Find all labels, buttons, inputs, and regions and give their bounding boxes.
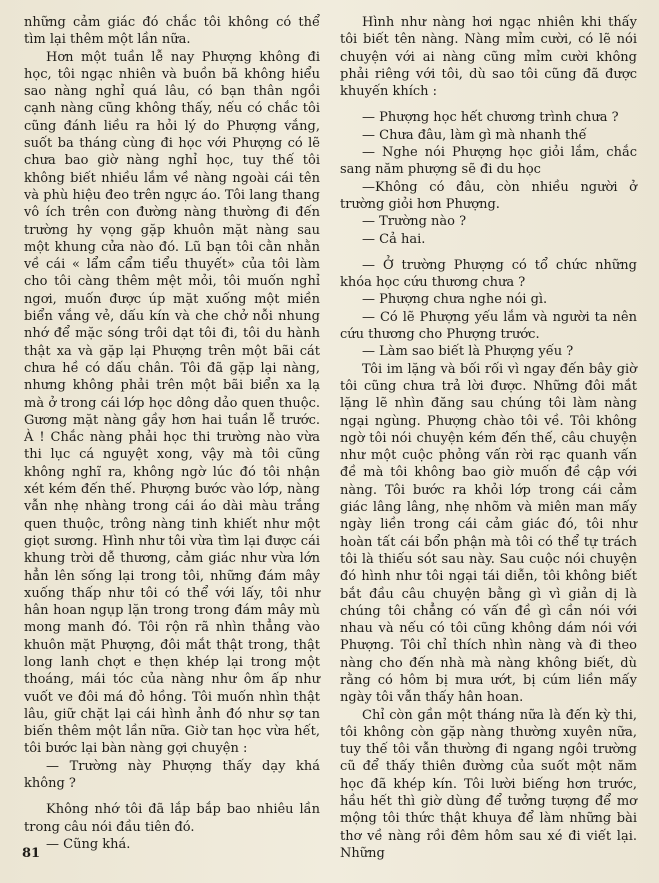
- dialogue-line: — Làm sao biết là Phượng yếu ?: [362, 344, 574, 360]
- paragraph: Hình như nàng hơi ngạc nhiên khi thấy tôi biết tên nàng. Nàng mỉm cười, có lẽ nói chuyện với ai nàng cũng mỉm cười không phải riêng với tôi, dù sao tôi cũng đã được khuyến khích :: [340, 15, 637, 100]
- dialogue-line: — Ở trường Phượng có tổ chức những khóa học cứu thương chưa ?: [340, 257, 637, 291]
- dialogue-line: — Trường nào ?: [362, 214, 467, 230]
- dialogue-line: — Cũng khá.: [46, 836, 131, 852]
- dialogue-line: — Phượng học hết chương trình chưa ?: [362, 110, 619, 126]
- dialogue-line: —Không có đâu, còn nhiều người ở trường giỏi hơn Phượng.: [340, 179, 637, 212]
- paragraph: Không nhớ tôi đã lắp bắp bao nhiêu lần trong câu nói đầu tiên đó.: [24, 802, 320, 835]
- paragraph: Chỉ còn gần một tháng nữa là đến kỳ thi, tôi không còn gặp nàng thường xuyên nữa, tuy thế tôi vẫn thường đi ngang ngôi trường cũ để thấy thiên đường của suốt một năm học đã khép kín. Tôi lười biếng hơn trước, hầu hết thì giờ dùng để tưởng tượng để mơ mộng tôi thức thật khuya để làm những bài thơ về nàng rồi đêm hôm sau xé đi viết lại. Những: [340, 707, 637, 861]
- dialogue-line: — Cả hai.: [362, 231, 426, 247]
- right-text-column: [340, 14, 637, 862]
- dialogue-line: — Phượng chưa nghe nói gì.: [362, 292, 548, 308]
- paragraph: Tôi im lặng và bối rối vì ngay đến bây giờ tôi cũng chưa trả lời được. Những đôi mắt lặng lẽ nhìn đăng sau chúng tôi làm nàng ngại ngùng. Phượng chào tôi về. Tôi không ngờ tôi nói chuyện kém đến thế, câu chuyện như một cuộc phỏng vấn rời rạc quanh vấn đề mà tôi không bao giờ muốn đề cập với nàng. Tôi bước ra khỏi lớp trong cái cảm giác lâng lâng, nhẹ nhõm và miên man mấy ngày liền trong cái cảm giác đó, tôi như hoàn tất cái bổn phận mà tôi có thể tự trách tôi là thiếu sót sau này. Sau cuộc nói chuyện đó hình như tôi ngại tái diễn, tôi không biết bắt đầu câu chuyện bằng gì vì giản dị là chúng tôi chẳng có vấn đề gì cần nói với nhau và nếu có tôi cũng không dám nói với Phượng. Tôi chỉ thích nhìn nàng và đi theo nàng cho đến nhà mà nàng không biết, dù rằng có hôm bị mưa ướt, bị cúm liền mấy ngày tôi vẫn thấy hân hoan.: [340, 361, 637, 706]
- page-number: 81: [22, 846, 41, 861]
- left-text-column: [24, 14, 320, 853]
- paragraph: Hơn một tuần lễ nay Phượng không đi học, tôi ngạc nhiên và buồn bã không hiểu sao nàng nghỉ quá lâu, có bạn thân ngồi cạnh nàng cũng không thấy, nếu có chắc tôi cũng đánh liều ra hỏi lý do Phượng vắng, suốt ba tháng cùng đi học với Phượng có lẽ chưa bao giờ nàng nghỉ học, tuy thế tôi không biết nhiều lắm về nàng ngoài cái tên và phù hiệu đeo trên ngực áo. Tôi lang thang vô ích trên con đường nàng thường đi đến trường hy vọng gặp khuôn mặt nàng sau một khung cửa nào đó. Lũ bạn tôi cằn nhằn về cái « lẩm cẩm tiểu thuyết» của tôi làm cho tôi càng thêm mệt mỏi, tôi muốn nghỉ ngơi, muốn được úp mặt xuống một miền biển vắng vẻ, dấu kín và che chở nỗi nhung nhớ để mặc sóng trôi dạt tôi đi, tôi du hành thật xa và gặp lại Phượng trên một bãi cát chưa hề có dấu chân. Tôi đã gặp lại nàng, nhưng không phải trên một bãi biển xa lạ mà ở trong cái lớp học dông dảo quen thuộc. Gương mặt nàng gầy hơn hai tuần lễ trước. À ! Chắc nàng phải học thi trường nào vừa thi lục cá nguyệt xong, vậy mà tôi cũng không nghĩ ra, không ngờ lúc đó tôi nhận xét kém đến thế. Phượng bước vào lớp, nàng vẫn nhẹ nhàng trong cái áo dài màu trắng quen thuộc, trông nàng tinh khiết như một giọt sương. Hình như tôi vừa tìm lại được cái khung trời dễ thương, cảm giác như vừa lớn hẳn lên sống lại trong tôi, những đám mây xuống thấp như tôi có thể với lấy, tôi như hân hoan ngụp lặn trong trong đám mây mù mong manh đó. Tôi rộn rã nhìn thẳng vào khuôn mặt Phượng, đôi mắt thật trong, thật long lanh chợt e thẹn khép lại trong một thoáng, mái tóc của nàng như ôm ấp như vuốt ve đôi má đỏ hồng. Tôi muốn nhìn thật lâu, giữ chặt lại cái hình ảnh đó như sợ tan biến thêm một lần nữa. Giờ tan học vừa hết, tôi bước lại bàn nàng gợi chuyện :: [24, 49, 320, 757]
- paragraph: những cảm giác đó chắc tôi không có thể tìm lại thêm một lần nữa.: [24, 15, 320, 48]
- dialogue-line: — Nghe nói Phượng học giỏi lắm, chắc sang năm phượng sẽ đi du học: [340, 145, 637, 178]
- dialogue-line: — Có lẽ Phượng yếu lắm và người ta nên cứu thương cho Phượng trước.: [340, 309, 637, 343]
- dialogue-line: — Trường này Phượng thấy dạy khá không ?: [24, 758, 320, 792]
- dialogue-line: — Chưa đâu, làm gì mà nhanh thế: [362, 127, 587, 143]
